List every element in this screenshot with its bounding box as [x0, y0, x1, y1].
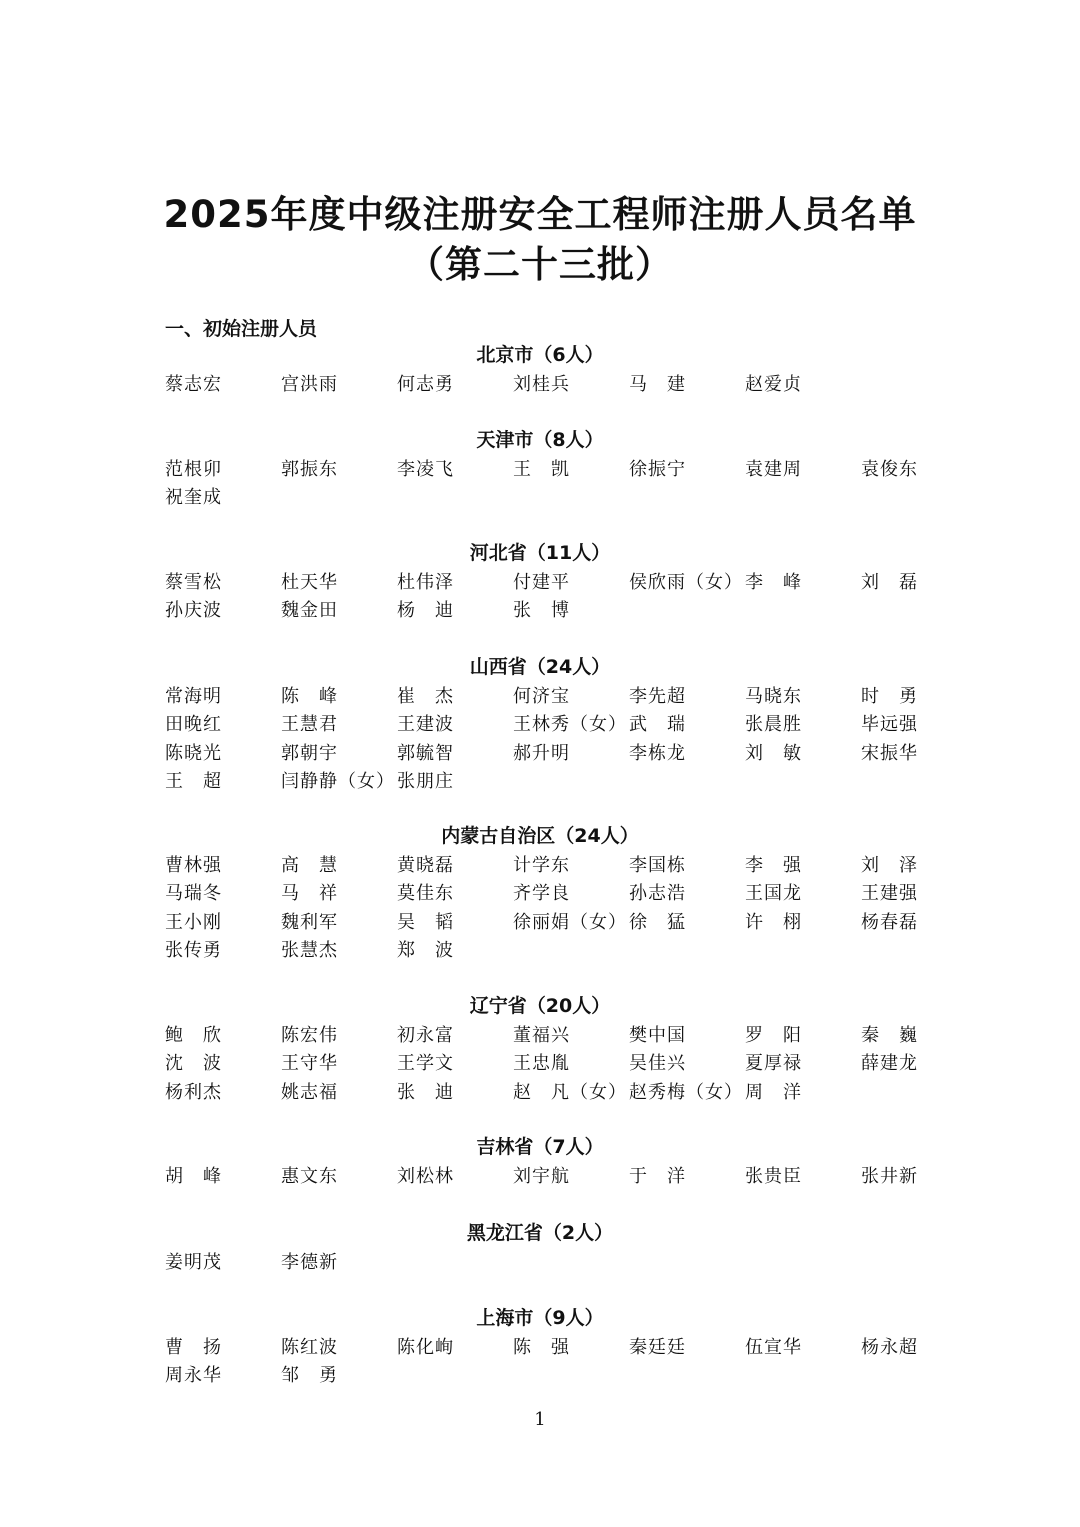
person-name: 张慧杰 — [281, 939, 338, 961]
name-row — [165, 740, 945, 768]
person-name: 徐 猛 — [629, 911, 686, 933]
person-name: 高 慧 — [281, 855, 338, 876]
person-name: 周 洋 — [745, 1081, 802, 1103]
name-row — [165, 597, 945, 625]
person-name: 刘松林 — [397, 1166, 454, 1187]
person-name: 于 洋 — [629, 1166, 686, 1187]
person-name: 王学文 — [397, 1053, 454, 1075]
person-name: 吴 韬 — [397, 911, 454, 933]
person-name: 伍宣华 — [745, 1337, 802, 1358]
person-name: 王建强 — [861, 883, 918, 905]
person-name: 赵 凡（女） — [513, 1081, 627, 1103]
person-name: 徐振宁 — [629, 459, 686, 480]
region-title: 上海市（9人） — [476, 1307, 604, 1329]
document-subtitle: （第二十三批） — [407, 243, 673, 286]
person-name: 时 勇 — [861, 686, 918, 707]
person-name: 张朋庄 — [397, 770, 454, 792]
name-row — [165, 711, 945, 739]
person-name: 王慧君 — [281, 714, 338, 736]
name-row — [165, 1050, 945, 1078]
name-row — [165, 768, 945, 796]
name-row — [165, 683, 945, 711]
person-name: 李栋龙 — [629, 742, 686, 764]
person-name: 赵秀梅（女） — [629, 1081, 743, 1103]
person-name: 王建波 — [397, 714, 454, 736]
name-row — [165, 909, 945, 937]
person-name: 张 迪 — [397, 1081, 454, 1103]
person-name: 惠文东 — [281, 1166, 338, 1187]
person-name: 吴佳兴 — [629, 1053, 686, 1075]
person-name: 马晓东 — [745, 686, 802, 707]
person-name: 李凌飞 — [397, 459, 454, 480]
person-name: 齐学良 — [513, 883, 570, 905]
name-row — [165, 937, 945, 965]
person-name: 徐丽娟（女） — [513, 911, 627, 933]
person-name: 李德新 — [281, 1252, 338, 1273]
person-name: 赵爱贞 — [745, 374, 802, 395]
person-name: 马瑞冬 — [165, 883, 222, 905]
person-name: 郝升明 — [513, 742, 570, 764]
person-name: 祝奎成 — [165, 487, 222, 509]
person-name: 袁俊东 — [861, 459, 918, 480]
document-title: 2025年度中级注册安全工程师注册人员名单 — [163, 193, 917, 236]
person-name: 薛建龙 — [861, 1053, 918, 1075]
name-row — [165, 569, 945, 597]
person-name: 郭毓智 — [397, 742, 454, 764]
section-heading: 一、初始注册人员 — [165, 318, 318, 340]
person-name: 张晨胜 — [745, 714, 802, 736]
person-name: 胡 峰 — [165, 1166, 222, 1187]
name-row — [165, 1249, 945, 1277]
person-name: 郑 波 — [397, 939, 454, 961]
region-title: 吉林省（7人） — [476, 1136, 604, 1158]
person-name: 张 博 — [513, 600, 570, 622]
person-name: 马 建 — [629, 374, 686, 395]
person-name: 田晚红 — [165, 714, 222, 736]
person-name: 武 瑞 — [629, 714, 686, 736]
person-name: 侯欣雨（女） — [629, 572, 743, 593]
person-name: 范根卯 — [165, 459, 222, 480]
name-row — [165, 852, 945, 880]
person-name: 秦 巍 — [861, 1025, 918, 1046]
person-name: 李国栋 — [629, 855, 686, 876]
person-name: 莫佳东 — [397, 883, 454, 905]
region-title: 黑龙江省（2人） — [466, 1222, 614, 1244]
person-name: 陈化峋 — [397, 1337, 454, 1358]
page-number: 1 — [534, 1409, 546, 1430]
name-row — [165, 880, 945, 908]
person-name: 王国龙 — [745, 883, 802, 905]
person-name: 蔡雪松 — [165, 572, 222, 593]
person-name: 王忠胤 — [513, 1053, 570, 1075]
person-name: 王林秀（女） — [513, 714, 627, 736]
person-name: 陈 强 — [513, 1337, 570, 1358]
person-name: 李先超 — [629, 686, 686, 707]
person-name: 罗 阳 — [745, 1025, 802, 1046]
person-name: 毕远强 — [861, 714, 918, 736]
person-name: 计学东 — [513, 855, 570, 876]
region-title: 山西省（24人） — [469, 656, 611, 678]
person-name: 曹 扬 — [165, 1337, 222, 1358]
person-name: 刘宇航 — [513, 1166, 570, 1187]
person-name: 魏金田 — [281, 600, 338, 622]
person-name: 许 栩 — [745, 911, 802, 933]
name-row — [165, 1163, 945, 1191]
region-title: 河北省（11人） — [469, 542, 611, 564]
person-name: 张井新 — [861, 1166, 918, 1187]
person-name: 杜天华 — [281, 572, 338, 593]
person-name: 秦廷廷 — [629, 1337, 686, 1358]
person-name: 刘 磊 — [861, 572, 918, 593]
person-name: 闫静静（女） — [281, 770, 395, 792]
person-name: 孙庆波 — [165, 600, 222, 622]
person-name: 李 强 — [745, 855, 802, 876]
region-title: 天津市（8人） — [476, 429, 604, 451]
person-name: 付建平 — [513, 572, 570, 593]
person-name: 陈宏伟 — [281, 1025, 338, 1046]
person-name: 姚志福 — [281, 1081, 338, 1103]
person-name: 王守华 — [281, 1053, 338, 1075]
person-name: 孙志浩 — [629, 883, 686, 905]
region-title: 北京市（6人） — [476, 344, 604, 366]
person-name: 陈红波 — [281, 1337, 338, 1358]
person-name: 杨 迪 — [397, 600, 454, 622]
person-name: 马 祥 — [281, 883, 338, 905]
person-name: 何济宝 — [513, 686, 570, 707]
name-row — [165, 1334, 945, 1362]
person-name: 宋振华 — [861, 742, 918, 764]
person-name: 蔡志宏 — [165, 374, 222, 395]
name-row — [165, 1079, 945, 1107]
region-title: 内蒙古自治区（24人） — [441, 825, 639, 847]
person-name: 陈晓光 — [165, 742, 222, 764]
person-name: 王小刚 — [165, 911, 222, 933]
person-name: 杨永超 — [861, 1337, 918, 1358]
person-name: 袁建周 — [745, 459, 802, 480]
person-name: 黄晓磊 — [397, 855, 454, 876]
person-name: 郭朝宇 — [281, 742, 338, 764]
person-name: 何志勇 — [397, 374, 454, 395]
person-name: 常海明 — [165, 686, 222, 707]
person-name: 刘 敏 — [745, 742, 802, 764]
person-name: 樊中国 — [629, 1025, 686, 1046]
region-title: 辽宁省（20人） — [469, 995, 611, 1017]
person-name: 王 超 — [165, 770, 222, 792]
person-name: 王 凯 — [513, 459, 570, 480]
person-name: 杜伟泽 — [397, 572, 454, 593]
person-name: 杨春磊 — [861, 911, 918, 933]
person-name: 张贵臣 — [745, 1166, 802, 1187]
person-name: 张传勇 — [165, 939, 222, 961]
person-name: 夏厚禄 — [745, 1053, 802, 1075]
person-name: 宫洪雨 — [281, 374, 338, 395]
person-name: 魏利军 — [281, 911, 338, 933]
person-name: 郭振东 — [281, 459, 338, 480]
person-name: 曹林强 — [165, 855, 222, 876]
person-name: 周永华 — [165, 1365, 222, 1387]
name-row — [165, 484, 945, 512]
person-name: 董福兴 — [513, 1025, 570, 1046]
person-name: 刘桂兵 — [513, 374, 570, 395]
person-name: 初永富 — [397, 1025, 454, 1046]
person-name: 姜明茂 — [165, 1252, 222, 1273]
person-name: 沈 波 — [165, 1053, 222, 1075]
person-name: 崔 杰 — [397, 686, 454, 707]
person-name: 鲍 欣 — [165, 1025, 222, 1046]
name-row — [165, 371, 945, 399]
person-name: 杨利杰 — [165, 1081, 222, 1103]
name-row — [165, 1362, 945, 1390]
person-name: 陈 峰 — [281, 686, 338, 707]
person-name: 刘 泽 — [861, 855, 918, 876]
person-name: 李 峰 — [745, 572, 802, 593]
name-row — [165, 1022, 945, 1050]
name-row — [165, 456, 945, 484]
person-name: 邹 勇 — [281, 1365, 338, 1387]
